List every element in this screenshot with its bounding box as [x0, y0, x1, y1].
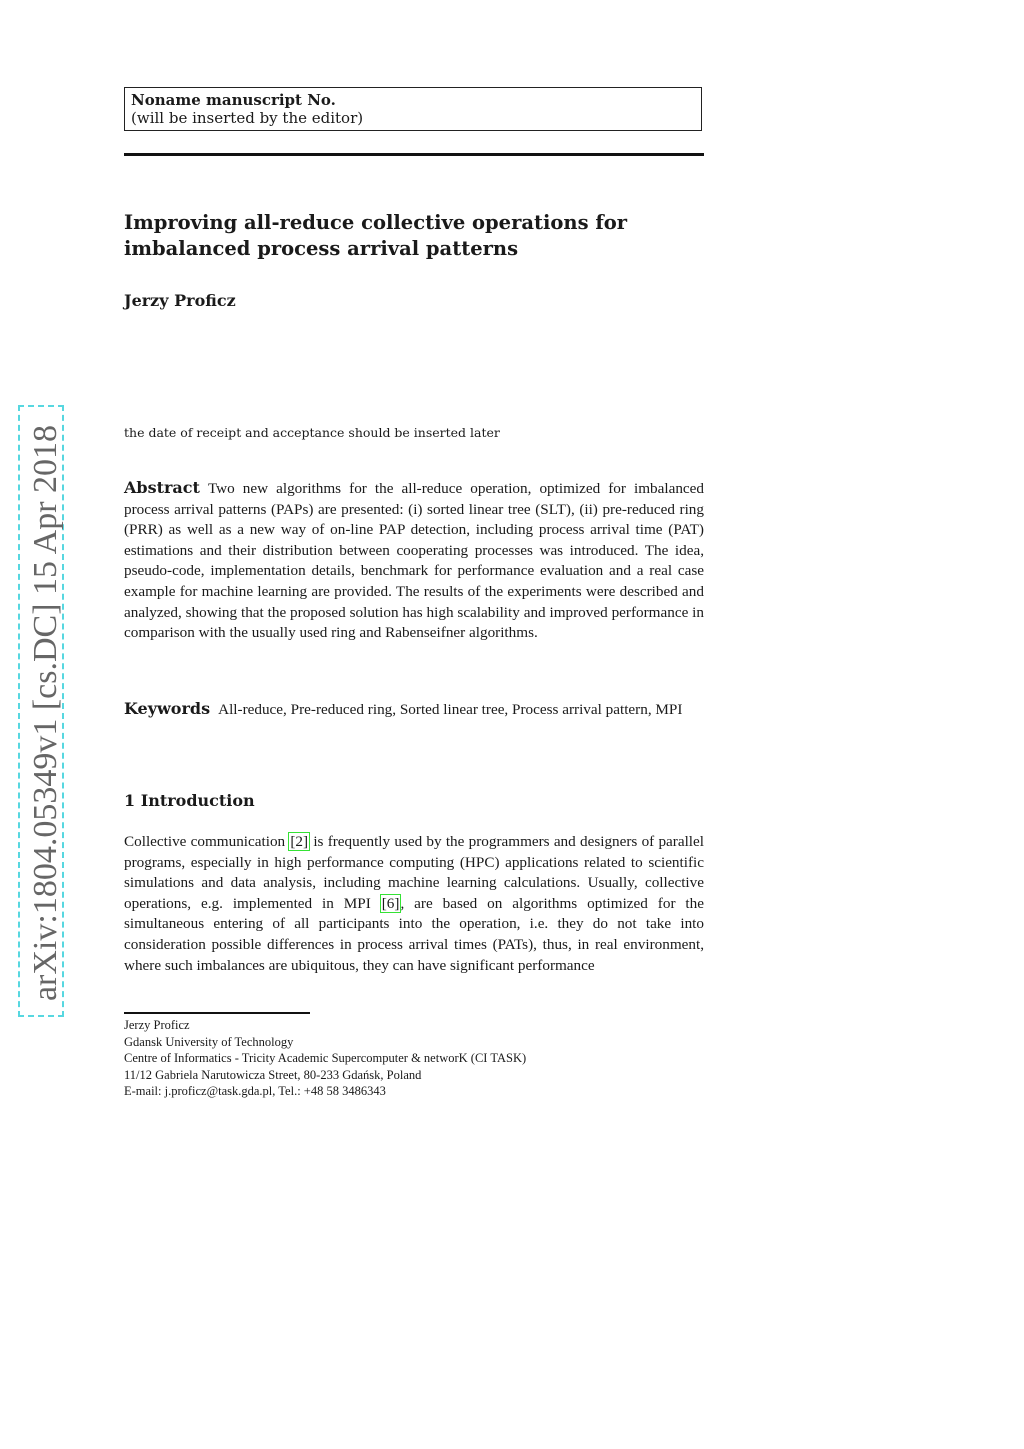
citation-link[interactable]: [6]	[381, 894, 400, 912]
editor-box	[124, 87, 702, 131]
footnote-contact: E-mail: j.proficz@task.gda.pl, Tel.: +48 58 3486343	[124, 1084, 386, 1099]
intro-text-3: , are based on algorithms optimized for the simultaneous entering of all participants into the operation, i.e. they do not take into consideration possible differences in process arrival times (PATs), thus, in real environment, where such imbalances are ubiquitous, they can have significant performance	[124, 894, 704, 974]
citation-link[interactable]: [2]	[290, 833, 309, 850]
introduction-paragraph	[124, 832, 704, 976]
abstract-text: Two new algorithms for the all-reduce operation, optimized for imbalanced process arrival patterns (PAPs) are presented: (i) sorted linear tree (SLT), (ii) pre-reduced ring (PRR) as well as a new way of on-line PAP detection, including process arrival time (PAT) estimations and their distribution between cooperating processes was introduced. The idea, pseudo-code, implementation details, benchmark for performance evaluation and a real case example for machine learning are provided. The results of the experiments were described and analyzed, showing that the proposed solution has high scalability and improved performance in comparison with the usually used ring and Rabenseifner algorithms.	[124, 480, 704, 642]
author-footnote	[124, 1017, 526, 1100]
footnote-name: Jerzy Proficz	[124, 1018, 190, 1032]
author-name: Jerzy Proficz	[124, 291, 236, 310]
section-heading: 1 Introduction	[124, 791, 255, 810]
keywords-text: All-reduce, Pre-reduced ring, Sorted linear tree, Process arrival pattern, MPI	[218, 701, 683, 718]
editor-note: (will be inserted by the editor)	[131, 109, 364, 127]
keywords	[124, 699, 704, 721]
footnote-centre: Centre of Informatics - Tricity Academic Supercomputer & networK (CI TASK)	[124, 1051, 527, 1066]
intro-text-2: is frequently used by the programmers and designers of parallel programs, especially in high performance computing (HPC) applications related to scientific simulations and data analysis, including machine learning calculations. Usually, collective operations, e.g. implemented in MPI	[124, 833, 704, 912]
footnote-rule	[124, 1012, 310, 1014]
intro-text-1: Collective communication	[124, 833, 290, 850]
keywords-label: Keywords	[124, 699, 211, 718]
date-note: the date of receipt and acceptance should be inserted later	[124, 425, 500, 440]
arxiv-identifier[interactable]: arXiv:1804.05349v1 [cs.DC] 15 Apr 2018	[27, 424, 64, 1002]
header-rule	[124, 153, 704, 156]
paper-title: Improving all-reduce collective operations for imbalanced process arrival patterns	[124, 211, 628, 260]
abstract	[124, 478, 704, 644]
footnote-address: 11/12 Gabriela Narutowicza Street, 80-233 Gdańsk, Poland	[124, 1067, 422, 1082]
abstract-label: Abstract	[124, 478, 200, 497]
manuscript-label: Noname manuscript No.	[131, 91, 336, 109]
footnote-university: Gdansk University of Technology	[124, 1034, 294, 1049]
